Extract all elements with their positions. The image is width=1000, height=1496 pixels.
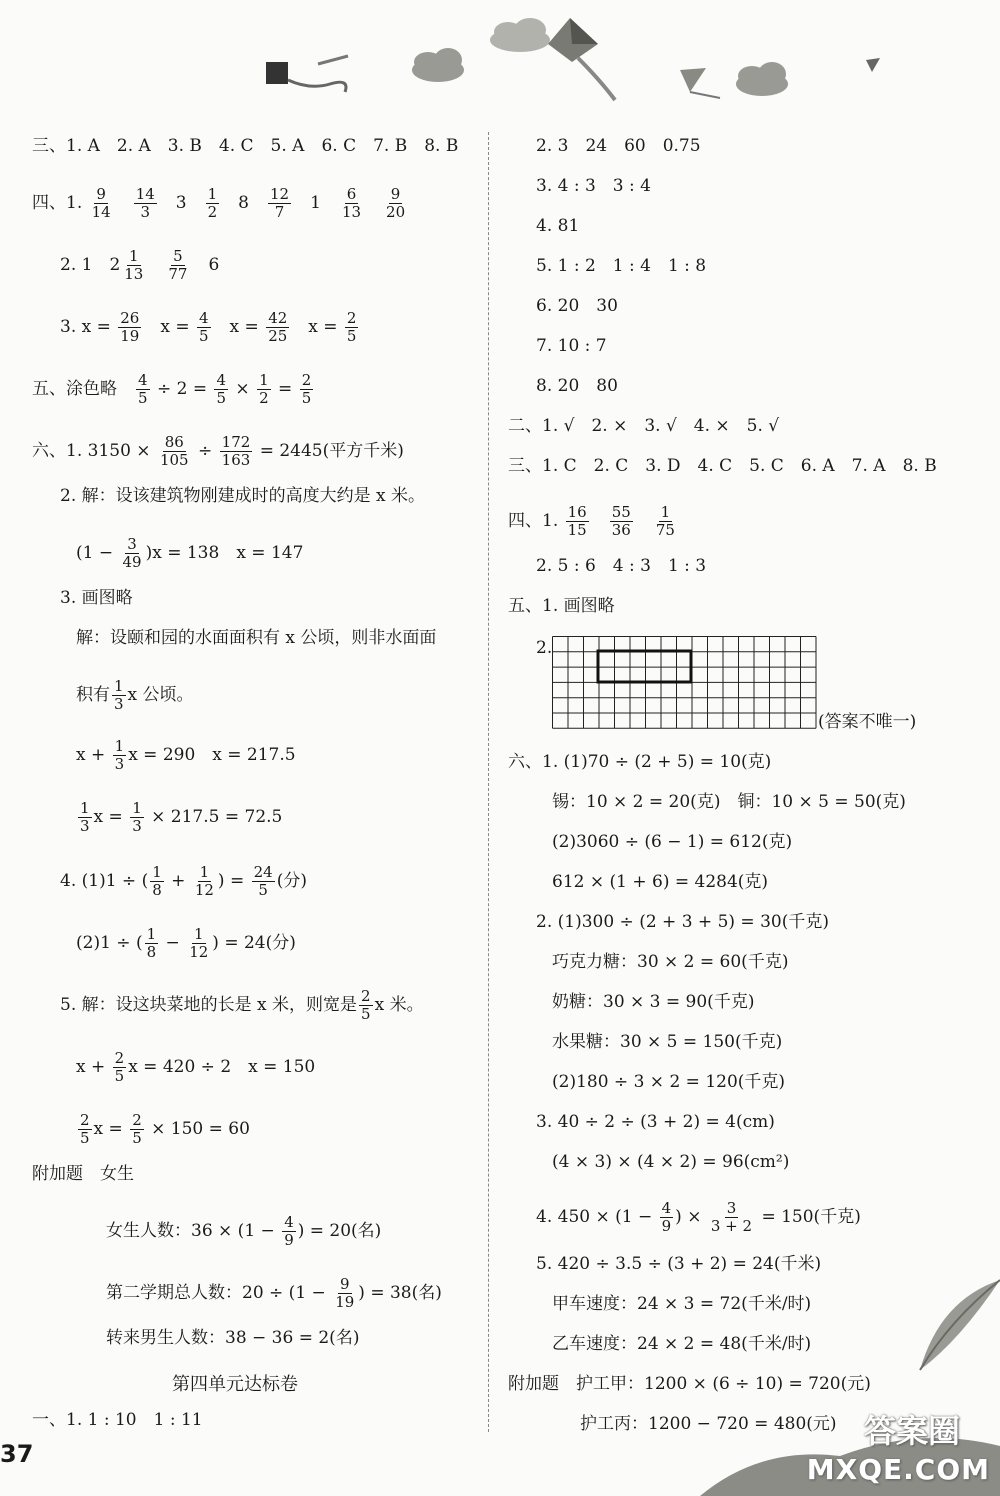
answer-line [60,988,424,1023]
fraction [78,1112,92,1147]
denominator: 5 [346,327,357,345]
answer-text: (4 × 3) × (4 × 2) = 96(cm²) [552,1152,790,1172]
denominator: 2 [207,203,218,221]
denominator: 77 [168,265,188,283]
answer-text: 解：设颐和园的水面面积有 x 公顷，则非水面面 [76,628,437,648]
answer-text: 巧克力糖：30 × 2 = 60(千克) [552,952,789,972]
answer-text: 水果糖：30 × 5 = 150(千克) [552,1032,783,1052]
fraction [130,1112,144,1147]
denominator: 19 [120,327,140,345]
answer-line [76,1050,315,1085]
answer-line [552,1152,789,1172]
denominator: 75 [655,521,675,539]
answer-text: 五、涂色略 [32,379,134,399]
answer-line [32,1410,203,1430]
answer-text: × 150 = 60 [145,1119,250,1139]
answer-line [536,176,651,196]
answer-text: × 217.5 = 72.5 [145,807,283,827]
answer-text: (1 − [76,543,119,563]
denominator: 25 [268,327,288,345]
answer-text: ) = [217,871,250,891]
answer-text: 3. 画图略 [60,588,133,608]
numerator: 1 [207,185,218,203]
answer-text: − [160,933,186,953]
denominator: 163 [221,451,251,469]
numerator: 1 [193,925,204,943]
fraction [300,372,314,407]
answer-line [76,738,296,773]
fraction [130,800,144,835]
answer-text: (答案不唯一) [818,712,917,732]
answer-line [106,1276,442,1311]
kite-icon [266,56,348,92]
denominator: 5 [361,1005,371,1023]
watermark-url: MXQE.COM [806,1453,990,1486]
fraction [566,504,589,539]
answer-line [552,832,792,852]
answer-text: 2. 解：设该建筑物刚建成时的高度大约是 x 米。 [60,486,426,506]
answer-line [536,556,706,576]
fraction [122,248,145,283]
column-divider [488,132,489,1432]
answer-text: 四、1. [32,193,88,213]
answer-text: 4. 450 × (1 − [536,1207,658,1227]
numerator: 2 [361,987,371,1005]
answer-line [536,296,618,316]
fraction [145,926,159,961]
answer-text [635,511,652,531]
answer-text [365,193,382,213]
fraction [333,1276,356,1311]
answer-line [60,864,307,899]
answer-text: 附加题 女生 [32,1164,134,1184]
answer-line [60,310,360,345]
fraction [121,536,144,571]
answer-line [552,992,754,1012]
numerator: 3 [127,535,137,553]
numerator: 4 [138,371,148,389]
answer-line [536,1112,775,1132]
fraction [118,310,141,345]
denominator: 49 [122,553,142,571]
answer-line [508,416,779,436]
answer-text: 护工丙：1200 − 720 = 480(元) [580,1414,837,1434]
answer-text: 3. 40 ÷ 2 ÷ (3 + 2) = 4(cm) [536,1112,775,1132]
fraction [112,678,126,713]
answer-text: 五、1. 画图略 [508,596,615,616]
answer-line [552,792,906,812]
answer-text: 女生人数：36 × (1 − [106,1221,281,1241]
answer-line [536,912,829,932]
answer-text: x 公顷。 [127,685,194,705]
answer-text: ) = 20(名) [297,1221,382,1241]
fraction [166,248,189,283]
fraction [113,1050,127,1085]
answer-text: 4. (1)1 ÷ ( [60,871,149,891]
answer-text: 612 × (1 + 6) = 4284(克) [552,872,769,892]
answer-line [536,638,552,658]
fraction [220,434,253,469]
answer-text: ÷ 2 = [151,379,213,399]
kite-icon [680,68,720,98]
denominator: 5 [138,389,148,407]
fraction [257,372,271,407]
denominator: 3 [140,203,151,221]
numerator: 1 [199,863,210,881]
answer-text: = 150(千克) [756,1207,861,1227]
numerator: 2 [132,1111,142,1129]
numerator: 9 [390,185,401,203]
numerator: 1 [129,247,139,265]
cloud-icon [412,48,464,82]
answer-text: 锡：10 × 2 = 20(克) 铜：10 × 5 = 50(克) [552,792,906,812]
numerator: 1 [146,925,157,943]
answer-text: 2. 3 24 60 0.75 [536,136,701,156]
answer-line [552,1334,811,1354]
denominator: 3 [114,755,125,773]
answer-text: (2)3060 ÷ (6 − 1) = 612(克) [552,832,793,852]
answer-line [552,1072,785,1092]
answer-line [536,1200,861,1235]
denominator: 3 [132,817,142,835]
answer-text: 8 [221,193,267,213]
numerator: 4 [216,371,227,389]
answer-text: )x = 138 x = 147 [145,543,304,563]
answer-text: 5. 1 : 2 1 : 4 1 : 8 [536,256,707,276]
denominator: 5 [258,881,268,899]
answer-text: 六、1. (1)70 ÷ (2 + 5) = 10(克) [508,752,772,772]
answer-text: 转来男生人数：38 − 36 = 2(名) [106,1328,360,1348]
fraction [384,186,407,221]
denominator: 15 [567,521,587,539]
answer-line [818,712,916,732]
numerator: 55 [611,503,631,521]
answer-text: x = [291,317,343,337]
fraction [197,310,211,345]
denominator: 19 [335,1293,355,1311]
answer-line [76,678,194,713]
numerator: 12 [270,185,290,203]
answer-text: x + [76,745,111,765]
answer-line [76,1112,250,1147]
denominator: 5 [301,389,312,407]
answer-text: 2. 5 : 6 4 : 3 1 : 3 [536,556,707,576]
answer-text: = [272,379,298,399]
answer-line [60,588,133,608]
numerator: 2 [114,1049,125,1067]
answer-line [508,1374,871,1394]
answer-line [536,336,607,356]
fraction [340,186,363,221]
answer-text: 8. 20 80 [536,376,618,396]
answer-text: x = 290 x = 217.5 [128,745,296,765]
answer-line [32,1164,134,1184]
fraction [136,372,150,407]
fraction [709,1200,754,1235]
answer-text: 乙车速度：24 × 2 = 48(千米/时) [552,1334,812,1354]
answer-text: 四、1. [508,511,564,531]
answer-text [591,511,608,531]
numerator: 1 [114,677,124,695]
numerator: 2 [301,371,312,389]
denominator: 13 [341,203,362,221]
answer-line [32,372,315,407]
answer-line [32,434,404,469]
answer-text: 4. 81 [536,216,580,236]
answer-text: 第二学期总人数：20 ÷ (1 − [106,1283,332,1303]
fraction [610,504,633,539]
cloud-icon [490,18,550,52]
fraction [158,434,191,469]
answer-text: 6 [191,255,220,275]
numerator: 14 [135,185,155,203]
denominator: 9 [284,1231,294,1249]
denominator: 3 [114,695,124,713]
answer-text: 1 [293,193,338,213]
fraction [359,988,373,1023]
kite-icon [548,18,615,100]
fraction [90,186,113,221]
numerator: 2 [80,1111,90,1129]
answer-text: 甲车速度：24 × 3 = 72(千米/时) [552,1294,812,1314]
denominator: 14 [91,203,111,221]
denominator: 13 [124,265,144,283]
fraction [654,504,677,539]
answer-text: x 米。 [374,995,424,1015]
answer-line [580,1414,837,1434]
fraction [266,310,289,345]
answer-line [552,872,768,892]
cloud-icon [736,62,788,96]
answer-text: 三、1. A 2. A 3. B 4. C 5. A 6. C 7. B 8. B [32,136,459,156]
fraction [268,186,291,221]
numerator: 6 [346,185,357,203]
answer-text: 一、1. 1 : 10 1 : 11 [32,1410,203,1430]
drawn-rectangle [598,651,691,682]
numerator: 9 [339,1275,350,1293]
answer-line [536,376,618,396]
fraction [206,186,220,221]
answer-line [552,952,788,972]
fraction [78,800,92,835]
denominator: 5 [132,1129,142,1147]
answer-line [552,1032,782,1052]
answer-line [32,136,458,156]
answer-text: x = [93,1119,129,1139]
answer-text: 3. 4 : 3 3 : 4 [536,176,651,196]
answer-line [552,1294,811,1314]
fraction [150,864,164,899]
answer-line [508,504,679,539]
answer-text: 2. (1)300 ÷ (2 + 3 + 5) = 30(千克) [536,912,829,932]
numerator: 3 [726,1199,737,1217]
fraction [660,1200,674,1235]
answer-text: (2)1 ÷ ( [76,933,143,953]
answer-text: (分) [276,871,307,891]
denominator: 105 [159,451,189,469]
answer-text: ) = 24(分) [212,933,296,953]
numerator: 4 [284,1213,294,1231]
numerator: 86 [164,433,184,451]
answer-text [115,193,132,213]
numerator: 1 [80,799,90,817]
fraction [252,864,275,899]
numerator: 1 [132,799,142,817]
answer-text: 三、1. C 2. C 3. D 4. C 5. C 6. A 7. A 8. B [508,456,937,476]
answer-text: 2. 1 2 [60,255,121,275]
answer-text: x = [143,317,195,337]
denominator: 5 [80,1129,90,1147]
answer-text: (2)180 ÷ 3 × 2 = 120(千克) [552,1072,786,1092]
answer-text: 奶糖：30 × 3 = 90(千克) [552,992,755,1012]
answer-line [508,596,615,616]
fraction [193,864,216,899]
numerator: 42 [268,309,288,327]
numerator: 26 [120,309,140,327]
answer-text: 积有 [76,685,110,705]
numerator: 1 [114,737,125,755]
numerator: 4 [199,309,209,327]
denominator: 8 [146,943,157,961]
numerator: 1 [259,371,269,389]
answer-line [60,248,219,283]
numerator: 16 [567,503,587,521]
answer-line [106,1214,381,1249]
fraction [113,738,127,773]
answer-text: x = [93,807,129,827]
answer-text: = 2445(平方千米) [254,441,404,461]
header-decoration [0,0,1000,120]
answer-line [76,800,282,835]
answer-text: 7. 10 : 7 [536,336,607,356]
answer-text: ) × [675,1207,707,1227]
numerator: 1 [660,503,671,521]
answer-text: 6. 20 30 [536,296,618,316]
watermark-logo: 答案圈 [863,1412,960,1450]
answer-text: 附加题 护工甲：1200 × (6 ÷ 10) = 720(元) [508,1374,871,1394]
fraction [134,186,157,221]
fraction [187,926,210,961]
answer-line [76,628,436,648]
answer-line [536,256,706,276]
kite-icon [866,58,880,72]
answer-line [76,536,303,571]
denominator: 2 [259,389,269,407]
grid-figure [552,636,822,732]
answer-line [536,1254,821,1274]
answer-text: 2. [536,638,553,658]
denominator: 36 [611,521,631,539]
answer-text: × [230,379,256,399]
answer-text: 5. 解：设这块菜地的长是 x 米，则宽是 [60,995,358,1015]
numerator: 4 [661,1199,672,1217]
denominator: 8 [152,881,162,899]
answer-text: ÷ [192,441,218,461]
answer-text: 二、1. √ 2. × 3. √ 4. × 5. √ [508,416,780,436]
answer-line [32,186,409,221]
answer-text: 5. 420 ÷ 3.5 ÷ (3 + 2) = 24(千米) [536,1254,822,1274]
numerator: 9 [96,185,106,203]
denominator: 20 [386,203,406,221]
numerator: 1 [152,863,162,881]
denominator: 3 + 2 [710,1217,753,1235]
answer-text: 3. x = [60,317,117,337]
answer-text: + [165,871,191,891]
answer-text: 3 [158,193,204,213]
answer-text: 六、1. 3150 × [32,441,156,461]
numerator: 172 [221,433,251,451]
answer-text: x = [212,317,265,337]
answer-line [60,486,425,506]
section-title: 第四单元达标卷 [172,1374,298,1395]
denominator: 12 [189,943,209,961]
answer-line [536,216,579,236]
denominator: 12 [194,881,214,899]
answer-text [147,255,164,275]
denominator: 5 [216,389,227,407]
page-number: 37 [0,1440,34,1468]
answer-line [536,136,701,156]
numerator: 5 [173,247,183,265]
numerator: 2 [346,309,357,327]
denominator: 9 [661,1217,672,1235]
answer-line [508,752,771,772]
denominator: 7 [274,203,285,221]
denominator: 5 [114,1067,125,1085]
numerator: 24 [253,863,273,881]
fraction [282,1214,296,1249]
fraction [345,310,359,345]
denominator: 3 [80,817,90,835]
answer-line [76,926,296,961]
answer-line [508,456,937,476]
denominator: 5 [199,327,209,345]
answer-text: x + [76,1057,111,1077]
answer-text: ) = 38(名) [358,1283,442,1303]
answer-text: x = 420 ÷ 2 x = 150 [128,1057,316,1077]
fraction [214,372,228,407]
leaf-decoration [880,1260,1000,1390]
answer-line [106,1328,359,1348]
